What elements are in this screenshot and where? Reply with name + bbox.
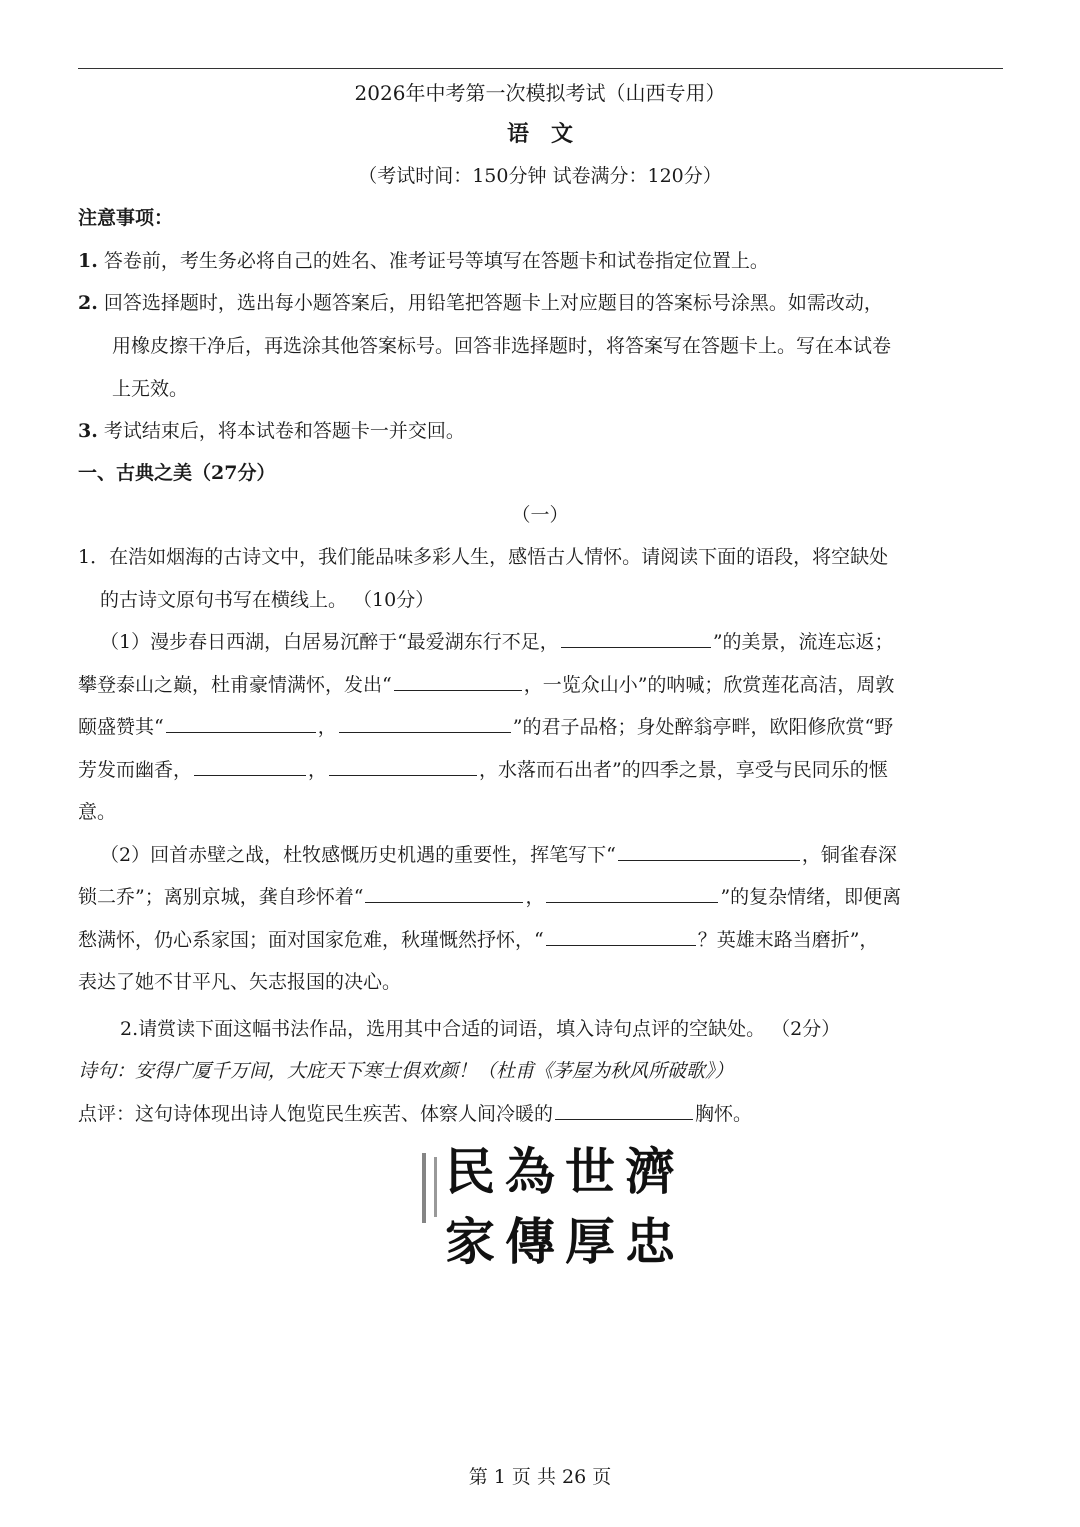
q1-p1-line3: [78, 714, 893, 740]
q2-prompt: 2.请赏读下面这幅书法作品，选用其中合适的词语，填入诗句点评的空缺处。 （2分）: [120, 1018, 841, 1040]
text-segment: 愁满怀，仍心系家国；面对国家危难，秋瑾慨然抒怀，“: [78, 929, 544, 951]
calligraphy-char: 家: [445, 1212, 495, 1270]
note-item-2: [78, 290, 883, 316]
calligraphy-char: 民: [445, 1142, 495, 1201]
note-item-2-line2: 用橡皮擦干净后，再选涂其他答案标号。回答非选择题时，将答案写在答题卡上。写在本试卷: [112, 335, 892, 357]
q1-p1-line2: [78, 672, 894, 698]
section-heading: 一、古典之美（27分）: [78, 462, 276, 484]
note-number: 3.: [78, 420, 98, 442]
text-segment: ”的复杂情绪，即便离: [720, 886, 902, 908]
notes-title: 注意事项：: [78, 207, 174, 229]
text-segment: （1）漫步春日西湖，白居易沉醉于“最爱湖东行不足，: [100, 631, 559, 653]
text-segment: ，: [525, 886, 545, 908]
text-segment: 攀登泰山之巅，杜甫豪情满怀，发出“: [78, 674, 392, 696]
q1-stem-line1: 1．在浩如烟海的古诗文中，我们能品味多彩人生，感悟古人情怀。请阅读下面的语段，将空缺处: [78, 546, 889, 568]
answer-blank[interactable]: [555, 1101, 693, 1120]
note-text: 答卷前，考生务必将自己的姓名、准考证号等填写在答题卡和试卷指定位置上。: [103, 250, 769, 272]
text-segment: 颐盛赞其“: [78, 716, 164, 738]
q1-stem-line2: 的古诗文原句书写在横线上。 （10分）: [100, 589, 435, 611]
note-text: 考试结束后，将本试卷和答题卡一并交回。: [103, 420, 465, 442]
text-segment: ，铜雀春深: [801, 844, 897, 866]
answer-blank[interactable]: [194, 757, 306, 776]
text-segment: （2）回首赤壁之战，杜牧感慨历史机遇的重要性，挥笔写下“: [100, 844, 616, 866]
q1-p1-line5: 意。: [78, 801, 117, 823]
answer-blank[interactable]: [618, 842, 800, 861]
text-segment: 点评：这句诗体现出诗人饱览民生疾苦、体察人间冷暖的: [78, 1103, 554, 1125]
answer-blank[interactable]: [166, 714, 316, 733]
text-segment: ，水落而石出者”的四季之景，享受与民同乐的惬: [479, 759, 888, 781]
exam-title: 2026年中考第一次模拟考试（山西专用）: [354, 81, 726, 105]
answer-blank[interactable]: [561, 629, 711, 648]
q1-p1-line1: [100, 629, 894, 655]
q1-p2-line1: [100, 842, 897, 868]
q1-p2-line2: [78, 884, 901, 910]
q2-poem: 诗句：安得广厦千万间，大庇天下寒士俱欢颜！（杜甫《茅屋为秋风所破歌》）: [78, 1060, 734, 1082]
exam-info: （考试时间：150分钟 试卷满分：120分）: [358, 165, 722, 187]
answer-blank[interactable]: [365, 884, 523, 903]
part-label: （一）: [511, 504, 569, 526]
answer-blank[interactable]: [339, 714, 511, 733]
calligraphy-char: 為: [505, 1142, 555, 1201]
note-item-3: [78, 418, 465, 444]
calligraphy-signature: [422, 1153, 437, 1223]
text-segment: 胸怀。: [695, 1103, 753, 1125]
note-text: 回答选择题时，选出每小题答案后，用铅笔把答题卡上对应题目的答案标号涂黑。如需改动，: [103, 292, 883, 314]
calligraphy-char: 濟: [625, 1142, 675, 1201]
text-segment: ？英雄末路当磨折”，: [697, 929, 879, 951]
calligraphy-char: 世: [565, 1142, 615, 1201]
answer-blank[interactable]: [546, 927, 696, 946]
note-number: 2.: [78, 292, 98, 314]
calligraphy-char: 傳: [505, 1212, 555, 1270]
text-segment: ”的君子品格；身处醉翁亭畔，欧阳修欣赏“野: [512, 716, 894, 738]
answer-blank[interactable]: [546, 884, 718, 903]
q2-comment: [78, 1101, 752, 1127]
page-footer: 第 1 页 共 26 页: [468, 1466, 612, 1488]
q1-p2-line4: 表达了她不甘平凡、矢志报国的决心。: [78, 971, 402, 993]
calligraphy-char: 厚: [565, 1212, 615, 1270]
calligraphy-artwork: [410, 1135, 700, 1270]
answer-blank[interactable]: [394, 672, 522, 691]
top-rule: [78, 68, 1003, 69]
q1-p2-line3: [78, 927, 878, 953]
q1-p1-line4: [78, 757, 888, 783]
text-segment: ，一览众山小”的呐喊；欣赏莲花高洁，周敦: [523, 674, 895, 696]
text-segment: ，: [308, 759, 328, 781]
subject-title: 语 文: [506, 121, 573, 147]
text-segment: 锁二乔”；离别京城，龚自珍怀着“: [78, 886, 364, 908]
note-item-1: [78, 248, 769, 274]
text-segment: ，: [317, 716, 337, 738]
text-segment: ”的美景，流连忘返；: [712, 631, 894, 653]
answer-blank[interactable]: [329, 757, 477, 776]
note-item-2-line3: 上无效。: [112, 378, 189, 400]
calligraphy-char: 忠: [625, 1212, 675, 1270]
text-segment: 芳发而幽香，: [78, 759, 193, 781]
note-number: 1.: [78, 250, 98, 272]
